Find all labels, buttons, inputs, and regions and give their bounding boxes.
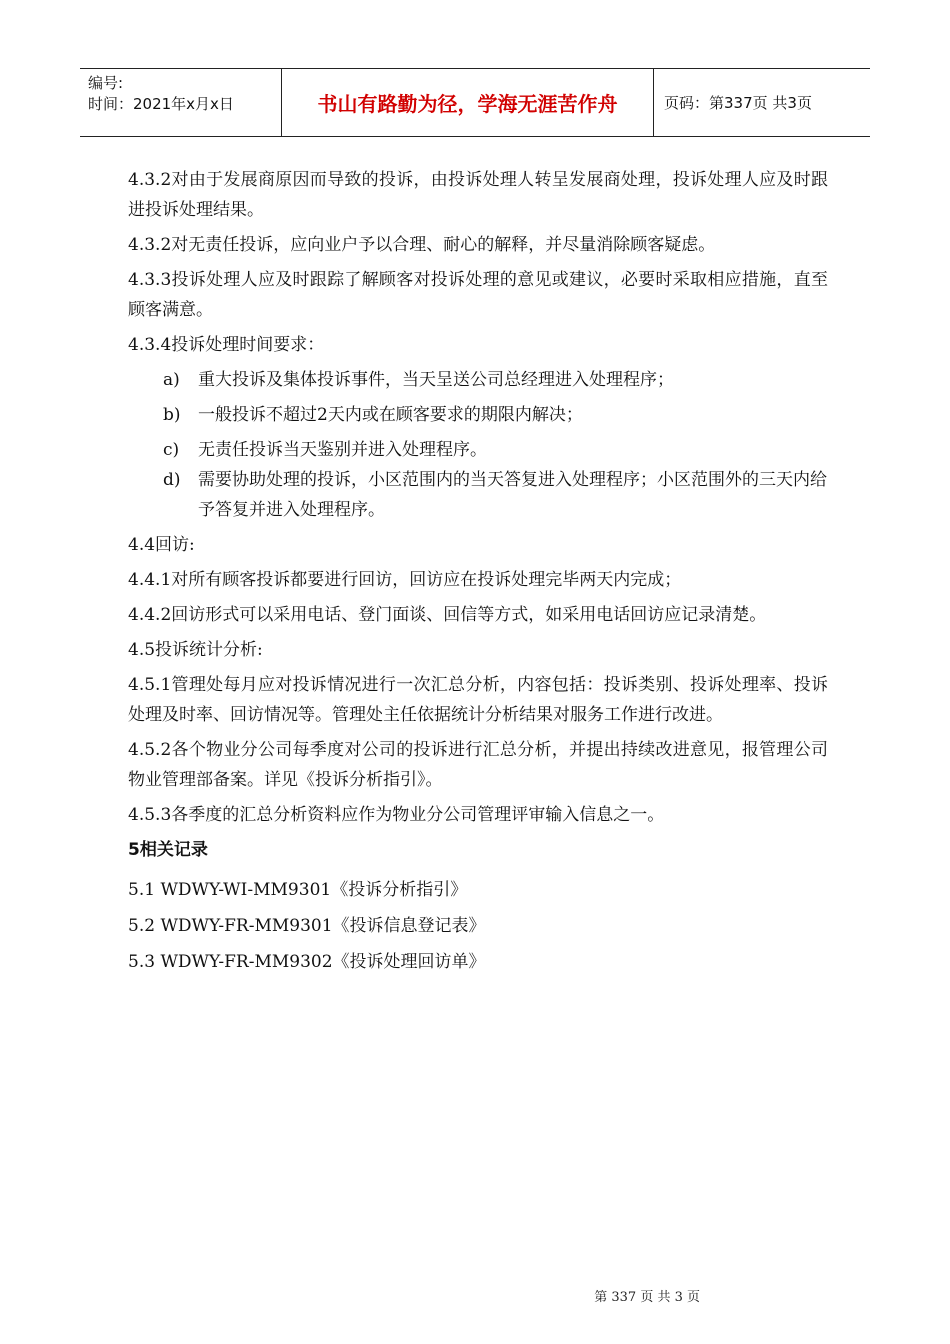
list-item: [128, 435, 828, 465]
list-marker: a): [163, 370, 180, 390]
record-item: 5.1 WDWY-WI-MM9301《投诉分析指引》: [128, 880, 468, 900]
list-item: [128, 465, 828, 525]
list-marker: c): [163, 440, 180, 460]
paragraph-4-5: 4.5投诉统计分析:: [128, 640, 263, 660]
list-text: 需要协助处理的投诉，小区范围内的当天答复进入处理程序；小区范围外的三天内给予答复并进入处理程序。: [198, 470, 827, 520]
paragraph-4-4: 4.4回访:: [128, 535, 195, 555]
paragraph-4-3-2b: 4.3.2对无责任投诉，应向业户予以合理、耐心的解释，并尽量消除顾客疑虑。: [128, 235, 716, 255]
date-label: 时间：2021年x月x日: [88, 95, 234, 113]
list-text: 一般投诉不超过2天内或在顾客要求的期限内解决；: [198, 405, 583, 425]
page-header: [80, 68, 870, 137]
paragraph-4-5-3: 4.5.3各季度的汇总分析资料应作为物业分公司管理评审输入信息之一。: [128, 805, 665, 825]
list-item: [128, 365, 828, 395]
list-text: 无责任投诉当天鉴别并进入处理程序。: [198, 440, 487, 460]
list-text: 重大投诉及集体投诉事件，当天呈送公司总经理进入处理程序；: [198, 370, 674, 390]
paragraph-4-3-3: 4.3.3投诉处理人应及时跟踪了解顾客对投诉处理的意见或建议，必要时采取相应措施，直至顾客满意。: [128, 270, 828, 320]
paragraph-4-5-1: 4.5.1管理处每月应对投诉情况进行一次汇总分析，内容包括：投诉类别、投诉处理率、投诉处理及时率、回访情况等。管理处主任依据统计分析结果对服务工作进行改进。: [128, 675, 828, 725]
list-marker: b): [163, 405, 181, 425]
paragraph-4-5-2: 4.5.2各个物业分公司每季度对公司的投诉进行汇总分析，并提出持续改进意见，报管理公司物业管理部备案。详见《投诉分析指引》。: [128, 740, 828, 790]
record-item: 5.2 WDWY-FR-MM9301《投诉信息登记表》: [128, 916, 486, 936]
paragraph-4-3-2a: 4.3.2对由于发展商原因而导致的投诉，由投诉处理人转呈发展商处理，投诉处理人应及时跟进投诉处理结果。: [128, 170, 828, 220]
list-item: [128, 400, 828, 430]
section-heading-records: 5相关记录: [128, 840, 208, 860]
list-marker: d): [163, 470, 181, 490]
paragraph-4-4-1: 4.4.1对所有顾客投诉都要进行回访，回访应在投诉处理完毕两天内完成；: [128, 570, 682, 590]
header-page-info: 页码：第337页 共3页: [664, 94, 812, 112]
header-motto: 书山有路勤为径，学海无涯苦作舟: [282, 69, 654, 136]
footer-page-number: 第 337 页 共 3 页: [594, 1290, 700, 1305]
document-body: [128, 165, 828, 983]
record-item: 5.3 WDWY-FR-MM9302《投诉处理回访单》: [128, 952, 486, 972]
paragraph-4-4-2: 4.4.2回访形式可以采用电话、登门面谈、回信等方式，如采用电话回访应记录清楚。: [128, 605, 767, 625]
paragraph-4-3-4: 4.3.4投诉处理时间要求：: [128, 335, 325, 355]
header-meta: [80, 69, 282, 136]
code-label: 编号:: [88, 74, 124, 92]
page-footer: [0, 1286, 950, 1305]
